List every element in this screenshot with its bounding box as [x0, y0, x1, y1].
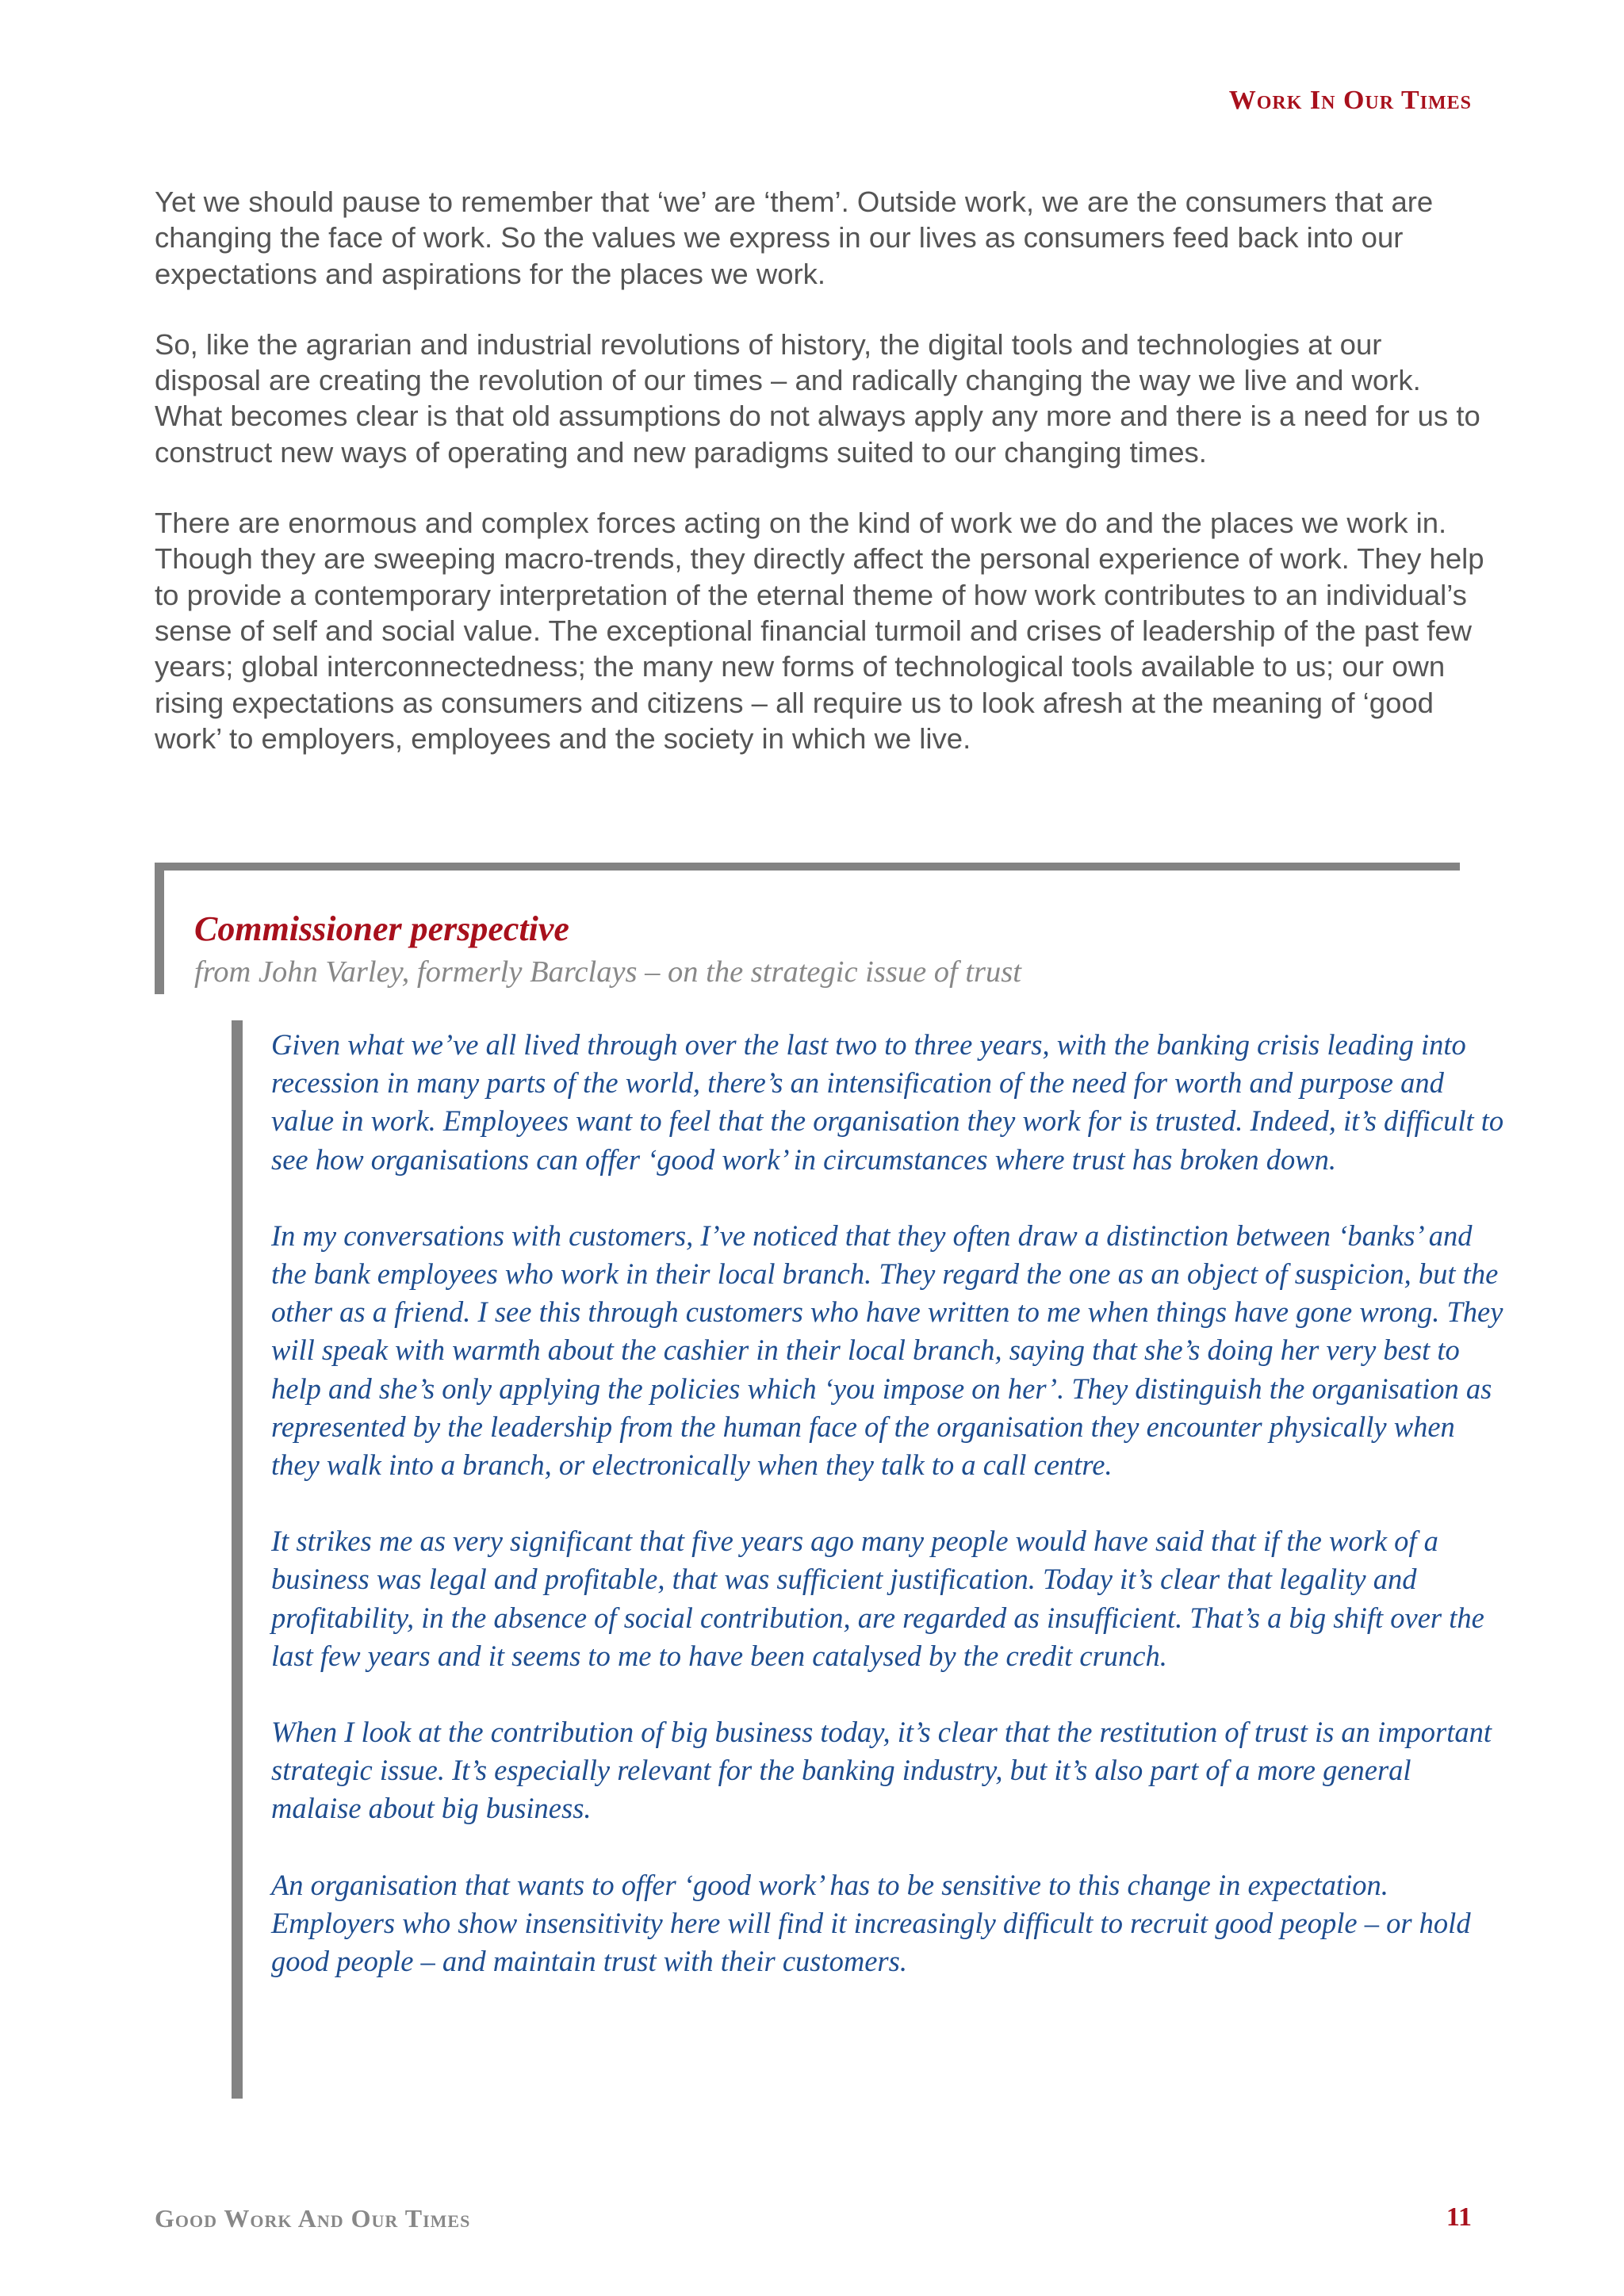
quote-paragraph: It strikes me as very significant that five years ago many people would have said that if the work of a business was legal and profitable, that was sufficient justification. Today it’s clear that legality and profitability, in the absence of social contribution, are regarded as insufficient. That’s a big shift over the last few years and it seems to me to have been catalysed by the credit crunch.	[271, 1525, 1484, 1672]
quote-bar	[232, 1020, 243, 2099]
body-paragraph: Yet we should pause to remember that ‘we’ are ‘them’. Outside work, we are the consumers that are changing the face of work. So the values we express in our lives as consumers feed back into our expectations and aspirations for the places we work.	[155, 186, 1434, 290]
perspective-subtitle: from John Varley, formerly Barclays – on the strategic issue of trust	[194, 955, 1021, 989]
quote-paragraph: When I look at the contribution of big business today, it’s clear that the restitution of trust is an important strategic issue. It’s especially relevant for the banking industry, but it’s also part of a more general malaise about big business.	[271, 1716, 1492, 1825]
running-header: Work In Our Times	[1228, 86, 1472, 115]
body-text	[155, 184, 1487, 791]
quote-block	[271, 1026, 1508, 2019]
quote-paragraph: An organisation that wants to offer ‘good work’ has to be sensitive to this change in expectation. Employers who show insensitivity here will find it increasingly difficult to recruit good people – or hold good people – and maintain trust with their customers.	[271, 1868, 1471, 1978]
page-number: 11	[1446, 2202, 1472, 2232]
running-footer: Good Work And Our Times	[155, 2204, 471, 2233]
quote-paragraph: Given what we’ve all lived through over the last two to three years, with the banking crisis leading into recession in many parts of the world, there’s an intensification of the need for worth and purpose and value in work. Employees want to feel that the organisation they work for is trusted. Indeed, it’s difficult to see how organisations can offer ‘good work’ in circumstances where trust has broken down.	[271, 1028, 1504, 1176]
body-paragraph: There are enormous and complex forces acting on the kind of work we do and the places we work in. Though they are sweeping macro-trends, they directly affect the personal experience of work. They help to provide a contemporary interpretation of the eternal theme of how work contributes to an individual’s sense of self and social value. The exceptional financial turmoil and crises of leadership of the past few years; global interconnectedness; the many new forms of technological tools available to us; our own rising expectations as consumers and citizens – all require us to look afresh at the meaning of ‘good work’ to employers, employees and the society in which we live.	[155, 507, 1484, 755]
body-paragraph: So, like the agrarian and industrial revolutions of history, the digital tools and technologies at our disposal are creating the revolution of our times – and radically changing the way we live and work. What becomes clear is that old assumptions do not always apply any more and there is a need for us to construct new ways of operating and new paradigms suited to our changing times.	[155, 327, 1480, 469]
perspective-title: Commissioner perspective	[194, 909, 569, 948]
quote-paragraph: In my conversations with customers, I’ve noticed that they often draw a distinction between ‘banks’ and the bank employees who work in their local branch. They regard the one as an object of suspicion, but the other as a friend. I see this through customers who have written to me when things have gone wrong. They will speak with warmth about the cashier in their local branch, saying that she’s doing her very best to help and she’s only applying the policies which ‘you impose on her’. They distinguish the organisation as represented by the leadership from the human face of the organisation they encounter physically when they walk into a branch, or electronically when they talk to a call centre.	[271, 1219, 1503, 1482]
